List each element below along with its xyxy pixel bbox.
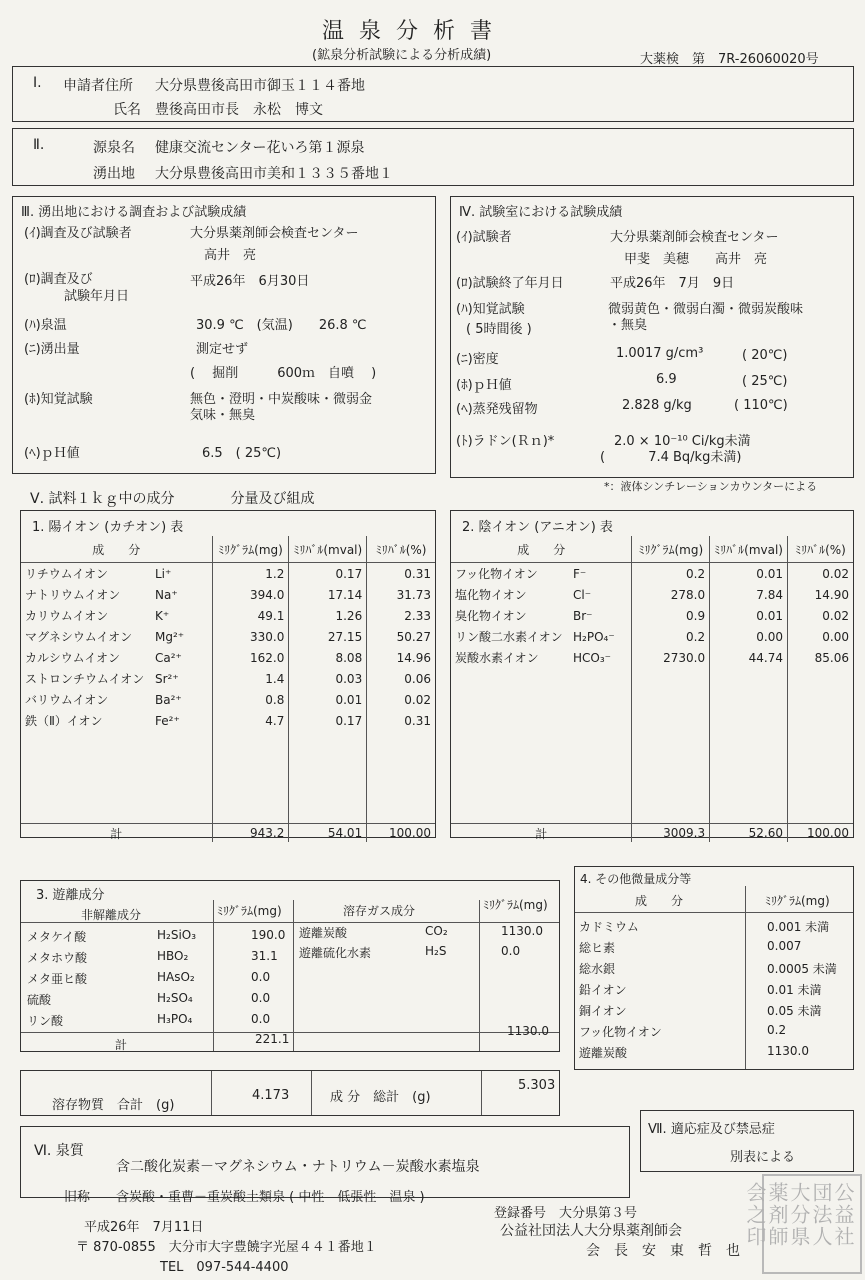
- ion-mval: 0.03: [289, 668, 367, 689]
- residue-label: (ﾍ)蒸発残留物: [456, 402, 538, 417]
- table-header-row: [451, 536, 853, 563]
- trace-component-name: フッ化物イオン: [579, 1025, 662, 1039]
- issuer-tel: TEL 097-544-4400: [160, 1260, 289, 1275]
- issuer-organization: 公益社団法人大分県薬剤師会: [500, 1223, 682, 1239]
- lab-test-title: Ⅳ. 試験室における試験成績: [459, 205, 623, 220]
- gas-component-symbol: CO₂: [425, 924, 448, 938]
- ion-cell: [451, 584, 632, 605]
- ion-mval: 8.08: [289, 647, 367, 668]
- ion-pct: 0.06: [367, 668, 435, 689]
- lab-ph: 6.9: [656, 372, 677, 387]
- ion-symbol: Fe²⁺: [155, 714, 180, 728]
- section-source: [12, 128, 854, 186]
- radon-note: *：液体シンチレーションカウンターによる: [604, 480, 818, 493]
- trace-component-mg: 0.007: [767, 939, 802, 953]
- ion-symbol: Na⁺: [155, 588, 178, 602]
- field-sensory-1: 無色・澄明・中炭酸味・微弱金: [190, 392, 373, 407]
- section-1-label: Ⅰ.: [33, 75, 42, 91]
- table-total-row: [451, 824, 853, 843]
- free-component-mg: 190.0: [251, 928, 286, 942]
- seal-text: 公益社団法人大分県薬剤師会之印: [743, 1182, 855, 1248]
- col-header-mg: ﾐﾘｸﾞﾗﾑ(mg): [217, 904, 282, 918]
- col-header-mval: ﾐﾘﾊﾞﾙ(mval): [289, 536, 367, 563]
- free-component-symbol: H₃PO₄: [157, 1012, 193, 1026]
- lab-sensory-sub: ( 5時間後 ): [466, 322, 532, 337]
- ion-cell: [21, 605, 212, 626]
- ion-cell: [451, 647, 632, 668]
- ion-name: カルシウムイオン: [25, 651, 120, 665]
- ion-name: 鉄（Ⅱ）イオン: [25, 714, 103, 728]
- total-label: 計: [451, 824, 632, 843]
- total-mval: 52.60: [710, 824, 788, 843]
- gas-total: 1130.0: [507, 1024, 549, 1038]
- spring-quality-label: Ⅵ. 泉質: [34, 1143, 84, 1159]
- lab-sensory-1: 微弱黄色・微弱白濁・微弱炭酸味: [608, 302, 804, 317]
- free-components-table: [21, 900, 559, 1051]
- ion-mval: 1.26: [289, 605, 367, 626]
- col-header-gas-mg: ﾐﾘｸﾞﾗﾑ(mg): [483, 898, 548, 912]
- residue-temp: ( 110℃): [734, 398, 788, 413]
- document-subtitle: (鉱泉分析試験による分析成績): [312, 48, 492, 63]
- ion-symbol: K⁺: [155, 609, 170, 623]
- ion-name: フッ化物イオン: [455, 567, 538, 581]
- spring-quality: 含二酸化炭素－マグネシウム・ナトリウム－炭酸水素塩泉: [116, 1159, 480, 1175]
- ion-symbol: F⁻: [573, 567, 587, 581]
- source-name-label: 源泉名: [93, 140, 135, 156]
- field-tester-label: (ｲ)調査及び試験者: [24, 226, 132, 241]
- col-header-component: 成 分: [21, 536, 212, 563]
- ion-mval: 7.84: [710, 584, 788, 605]
- source-location-label: 湧出地: [93, 166, 135, 182]
- ion-cell: [21, 647, 212, 668]
- field-date: 平成26年 6月30日: [190, 274, 310, 289]
- total-mval: 54.01: [289, 824, 367, 843]
- density-temp: ( 20℃): [742, 348, 788, 363]
- col-header-gas: 溶存ガス成分: [343, 904, 416, 918]
- trace-component-mg: 1130.0: [767, 1044, 809, 1058]
- ion-mval: 0.01: [710, 563, 788, 585]
- ion-pct: 0.02: [787, 605, 853, 626]
- lab-tester-org: 大分県薬剤師会検査センター: [610, 230, 779, 245]
- lab-tester-names: 甲斐 美穂 高井 亮: [624, 252, 768, 267]
- field-tester-org: 大分県薬剤師会検査センター: [190, 226, 359, 241]
- ion-name: 炭酸水素イオン: [455, 651, 539, 665]
- anion-table: [451, 536, 853, 842]
- free-component-symbol: HAsO₂: [157, 970, 195, 984]
- table-row: [451, 626, 853, 647]
- section-2-label: Ⅱ.: [33, 137, 45, 153]
- flow-rate: 測定せず: [196, 342, 249, 357]
- gas-component-name: 遊離炭酸: [299, 926, 348, 940]
- trace-component-name: 遊離炭酸: [579, 1046, 628, 1060]
- ion-mg: 394.0: [212, 584, 289, 605]
- applicant-name: 豊後高田市長 永松 博文: [155, 102, 323, 118]
- ion-mg: 4.7: [212, 710, 289, 731]
- ion-pct: 0.31: [367, 710, 435, 731]
- col-header-mg: ﾐﾘｸﾞﾗﾑ(mg): [632, 536, 710, 563]
- density: 1.0017 g/cm³: [616, 346, 704, 361]
- ion-symbol: Ca²⁺: [155, 651, 182, 665]
- anion-table-title: 2. 陰イオン (アニオン) 表: [462, 520, 613, 535]
- ion-symbol: Cl⁻: [573, 588, 592, 602]
- gas-component-name: 遊離硫化水素: [299, 946, 372, 960]
- total-mg: 943.2: [212, 824, 289, 843]
- ion-pct: 14.96: [367, 647, 435, 668]
- trace-component-mg: 0.0005 未満: [767, 962, 837, 976]
- col-header-mval: ﾐﾘﾊﾞﾙ(mval): [710, 536, 788, 563]
- total-label: 計: [21, 824, 212, 843]
- trace-component-mg: 0.05 未満: [767, 1004, 822, 1018]
- ion-pct: 14.90: [787, 584, 853, 605]
- ion-name: ストロンチウムイオン: [25, 672, 145, 686]
- col-header-pct: ﾐﾘﾊﾞﾙ(%): [367, 536, 435, 563]
- free-component-name: 硫酸: [27, 993, 52, 1007]
- free-component-symbol: H₂SiO₃: [157, 928, 197, 942]
- trace-component-name: 銅イオン: [579, 1004, 627, 1018]
- free-total-label: 計: [115, 1038, 128, 1052]
- ion-mg: 1.2: [212, 563, 289, 585]
- radon-bq: ( 7.4 Bq/kg未満): [600, 450, 742, 465]
- table-header-row: [21, 536, 435, 563]
- col-header-component: 成 分: [451, 536, 632, 563]
- trace-component-mg: 0.001 未満: [767, 920, 830, 934]
- gas-component-mg: 1130.0: [501, 924, 543, 938]
- residue: 2.828 g/kg: [622, 398, 692, 413]
- field-tester-name: 高井 亮: [204, 248, 257, 263]
- total-pct: 100.00: [787, 824, 853, 843]
- ion-pct: 0.02: [367, 689, 435, 710]
- ion-mg: 0.2: [632, 626, 710, 647]
- table-row: [21, 626, 435, 647]
- free-component-symbol: H₂SO₄: [157, 991, 193, 1005]
- indications-label: Ⅶ. 適応症及び禁忌症: [648, 1122, 775, 1137]
- ion-mg: 0.8: [212, 689, 289, 710]
- total-mg: 3009.3: [632, 824, 710, 843]
- table-row: [451, 647, 853, 668]
- ion-mval: 0.01: [710, 605, 788, 626]
- field-sensory-2: 気味・無臭: [190, 408, 256, 423]
- cation-table: [21, 536, 435, 842]
- ion-name: 臭化物イオン: [455, 609, 527, 623]
- gas-component-symbol: H₂S: [425, 944, 447, 958]
- indications-value: 別表による: [730, 1150, 796, 1165]
- official-seal: [743, 1174, 862, 1274]
- applicant-address: 大分県豊後高田市御玉１１４番地: [155, 78, 365, 94]
- table-spacer-row: [21, 731, 435, 824]
- col-header-mg: ﾐﾘｸﾞﾗﾑ(mg): [212, 536, 289, 563]
- ion-name: リチウムイオン: [25, 567, 109, 581]
- trace-components-table: [575, 886, 853, 1069]
- ion-cell: [21, 584, 212, 605]
- ion-mval: 0.00: [710, 626, 788, 647]
- field-date-label-1: (ﾛ)調査及び: [24, 272, 93, 287]
- field-ph-label: (ﾍ)ｐＨ値: [24, 446, 80, 461]
- ion-cell: [21, 710, 212, 731]
- ion-cell: [21, 626, 212, 647]
- radon-ci: 2.0 × 10⁻¹⁰ Ci/kg未満: [614, 434, 751, 449]
- ion-mg: 49.1: [212, 605, 289, 626]
- free-total: 221.1: [255, 1032, 290, 1046]
- ion-pct: 50.27: [367, 626, 435, 647]
- table-row: [21, 605, 435, 626]
- old-name-label: 旧称: [64, 1190, 91, 1205]
- ion-pct: 31.73: [367, 584, 435, 605]
- source-location: 大分県豊後高田市美和１３３５番地１: [155, 166, 393, 182]
- dissolved-total-label: 溶存物質 合計 (g): [52, 1098, 175, 1113]
- issuer-chairman: 会 長 安 東 哲 也: [586, 1243, 740, 1259]
- trace-component-name: 鉛イオン: [579, 983, 627, 997]
- table-row: [21, 563, 435, 585]
- table-row: [21, 647, 435, 668]
- lab-ph-label: (ﾎ)ｐＨ値: [456, 378, 512, 393]
- ion-mg: 330.0: [212, 626, 289, 647]
- table-row: [21, 710, 435, 731]
- table-total-row: [21, 824, 435, 843]
- ion-mval: 0.17: [289, 563, 367, 585]
- ion-mval: 17.14: [289, 584, 367, 605]
- lab-sensory-2: ・無臭: [608, 318, 648, 333]
- ion-name: バリウムイオン: [25, 693, 109, 707]
- ion-cell: [21, 689, 212, 710]
- trace-component-mg: 0.01 未満: [767, 983, 822, 997]
- free-component-mg: 0.0: [251, 1012, 271, 1026]
- col-header-mg: ﾐﾘｸﾞﾗﾑ(mg): [765, 894, 830, 908]
- trace-components-title: 4. その他微量成分等: [580, 872, 692, 886]
- free-component-mg: 0.0: [251, 991, 271, 1005]
- ion-cell: [451, 626, 632, 647]
- ion-symbol: Li⁺: [155, 567, 172, 581]
- section-applicant: [12, 66, 854, 122]
- free-component-name: メタ亜ヒ酸: [27, 972, 88, 986]
- old-name: 含炭酸・重曹－重炭酸土類泉 ( 中性 低張性 温泉 ): [116, 1190, 425, 1205]
- ion-cell: [451, 605, 632, 626]
- issue-date: 平成26年 7月11日: [84, 1220, 204, 1235]
- free-component-symbol: HBO₂: [157, 949, 189, 963]
- table-spacer-row: [451, 668, 853, 824]
- free-component-name: リン酸: [27, 1014, 64, 1028]
- field-survey-title: Ⅲ. 湧出地における調査および試験成績: [21, 205, 247, 220]
- ion-mval: 44.74: [710, 647, 788, 668]
- ion-mval: 0.01: [289, 689, 367, 710]
- table-row: [451, 563, 853, 585]
- ion-symbol: HCO₃⁻: [573, 651, 611, 665]
- drilling-info: ( 掘削 600ｍ 自噴 ): [190, 366, 377, 381]
- ion-mg: 278.0: [632, 584, 710, 605]
- ion-cell: [451, 563, 632, 585]
- ion-symbol: Ba²⁺: [155, 693, 182, 707]
- ion-pct: 2.33: [367, 605, 435, 626]
- document-number: 大薬検 第 7R-26060020号: [640, 52, 819, 67]
- ion-mval: 0.17: [289, 710, 367, 731]
- ion-mg: 0.2: [632, 563, 710, 585]
- free-component-name: メタホウ酸: [27, 951, 88, 965]
- ion-name: マグネシウムイオン: [25, 630, 133, 644]
- trace-component-name: 総ヒ素: [579, 941, 616, 955]
- ion-mg: 0.9: [632, 605, 710, 626]
- ion-symbol: H₂PO₄⁻: [573, 630, 615, 644]
- ion-mg: 1.4: [212, 668, 289, 689]
- field-sensory-label: (ﾎ)知覚試験: [24, 392, 93, 407]
- field-date-label-2: 試験年月日: [64, 289, 130, 304]
- registration-number: 登録番号 大分県第３号: [494, 1206, 638, 1221]
- ion-name: 塩化物イオン: [455, 588, 527, 602]
- ion-pct: 0.02: [787, 563, 853, 585]
- free-components-title: 3. 遊離成分: [36, 888, 105, 903]
- lab-date-label: (ﾛ)試験終了年月日: [456, 276, 564, 291]
- lab-date: 平成26年 7月 9日: [610, 276, 735, 291]
- radon-label: (ﾄ)ラドン(Ｒｎ)*: [456, 434, 555, 449]
- ion-name: リン酸二水素イオン: [455, 630, 563, 644]
- grand-total: 5.303: [518, 1078, 556, 1093]
- free-component-name: メタケイ酸: [27, 930, 87, 944]
- trace-component-mg: 0.2: [767, 1023, 787, 1037]
- ion-name: カリウムイオン: [25, 609, 109, 623]
- lab-ph-temp: ( 25℃): [742, 374, 788, 389]
- table-row: [21, 584, 435, 605]
- lab-tester-label: (ｲ)試験者: [456, 230, 512, 245]
- ion-pct: 0.00: [787, 626, 853, 647]
- issuer-address: 〒 870-0855 大分市大字豊饒字光屋４４１番地１: [76, 1240, 377, 1255]
- free-component-mg: 0.0: [251, 970, 271, 984]
- ion-mg: 162.0: [212, 647, 289, 668]
- free-component-mg: 31.1: [251, 949, 278, 963]
- grand-total-label: 成 分 総計 (g): [330, 1090, 431, 1105]
- ion-cell: [21, 563, 212, 585]
- applicant-name-label: 氏名: [113, 102, 141, 118]
- density-label: (ﾆ)密度: [456, 352, 499, 367]
- source-name: 健康交流センター花いろ第１源泉: [155, 140, 365, 156]
- col-header-nondissociated: 非解離成分: [81, 908, 142, 922]
- table-row: [21, 668, 435, 689]
- total-pct: 100.00: [367, 824, 435, 843]
- ion-name: ナトリウムイオン: [25, 588, 121, 602]
- gas-component-mg: 0.0: [501, 944, 521, 958]
- col-header-component: 成 分: [635, 894, 684, 908]
- lab-sensory-label: (ﾊ)知覚試験: [456, 302, 525, 317]
- applicant-address-label: 申請者住所: [63, 78, 133, 94]
- ion-symbol: Mg²⁺: [155, 630, 185, 644]
- field-ph: 6.5 ( 25℃): [202, 446, 282, 461]
- ion-symbol: Br⁻: [573, 609, 593, 623]
- ion-pct: 85.06: [787, 647, 853, 668]
- components-title: Ⅴ. 試料１ｋｇ中の成分 分量及び組成: [30, 491, 315, 507]
- dissolved-total: 4.173: [252, 1088, 290, 1103]
- trace-component-name: カドミウム: [579, 920, 639, 934]
- cation-table-title: 1. 陽イオン (カチオン) 表: [32, 520, 184, 535]
- table-row: [21, 689, 435, 710]
- trace-component-name: 総水銀: [579, 962, 616, 976]
- ion-symbol: Sr²⁺: [155, 672, 179, 686]
- ion-mval: 27.15: [289, 626, 367, 647]
- ion-mg: 2730.0: [632, 647, 710, 668]
- ion-cell: [21, 668, 212, 689]
- col-header-pct: ﾐﾘﾊﾞﾙ(%): [787, 536, 853, 563]
- document-title: 温 泉 分 析 書: [322, 19, 496, 44]
- table-row: [451, 605, 853, 626]
- ion-pct: 0.31: [367, 563, 435, 585]
- spring-temp: 30.9 ℃ (気温) 26.8 ℃: [196, 318, 367, 333]
- flow-rate-label: (ﾆ)湧出量: [24, 342, 80, 357]
- table-row: [451, 584, 853, 605]
- spring-temp-label: (ﾊ)泉温: [24, 318, 67, 333]
